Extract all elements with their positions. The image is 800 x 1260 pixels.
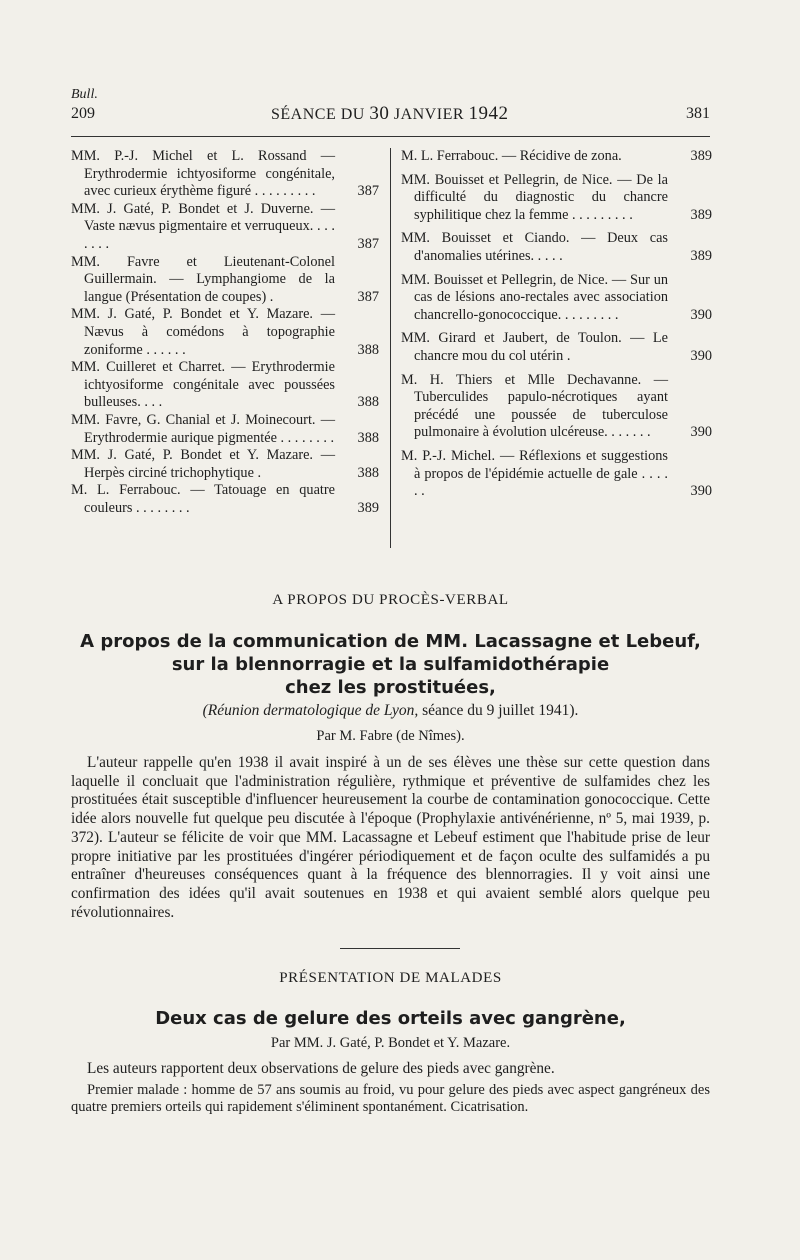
toc-entry-page: 390: [690, 306, 712, 323]
toc-entry: [71, 201, 379, 254]
article-title-line-3: chez les prostituées,: [285, 677, 496, 698]
section-heading-presentation: PRÉSENTATION DE MALADES: [279, 970, 502, 986]
toc-entry-text: MM. Bouisset et Pellegrin, de Nice. — De la difficulté du diagnostic du chancre syphilitique chez la femme . . . . . . . . .: [401, 171, 668, 223]
toc-entry-page: 389: [690, 247, 712, 264]
section-separator: [340, 948, 460, 949]
toc-entry-text: MM. J. Gaté, P. Bondet et Y. Mazare. — Herpès circiné trichophytique .: [71, 447, 335, 481]
toc-entry-page: 390: [690, 424, 712, 441]
article-paragraph: L'auteur rappelle qu'en 1938 il avait inspiré à un de ses élèves une thèse sur cette question dans laquelle il concluait que l'administration régulière, rythmique et préventive de sulfamides chez les prostituées était susceptible d'influencer heureusement la courbe de contamination gonococcique. Cette idée alors nouvelle fut quelque peu discutée à l'époque (Prophylaxie antivénérienne, nº 5, mai 1939, p. 372). L'auteur se félicite de voir que MM. Lacassagne et Lebeuf estiment que l'habitude prise de leur propre initiative par les prostituées d'ingérer périodiquement et de façon oculte des sulfamidés a pu entraîner d'heureuses conséquences quant à la fréquence des blennorragies. Il y voit ainsi une confirmation des idées qu'il avait soutenues en 1938 et qui avaient semblé alors quelque peu révolutionnaires.: [71, 754, 710, 921]
toc-entry: [401, 148, 712, 166]
toc-entry: [401, 230, 712, 265]
meeting-reference: [71, 702, 710, 720]
toc-entry-page: 388: [357, 394, 379, 411]
meeting-name: (Réunion dermatologique de Lyon,: [202, 702, 419, 719]
toc-entry: [401, 372, 712, 442]
page-header: [71, 103, 710, 127]
article-title-line-1: A propos de la communication de MM. Lacassagne et Lebeuf,: [80, 631, 701, 652]
toc-entry-page: 389: [690, 206, 712, 223]
toc-entry: [71, 306, 379, 359]
running-title-day: 30: [369, 103, 390, 124]
running-title-prefix: SÉANCE DU: [271, 106, 365, 123]
toc-entry-page: 390: [690, 483, 712, 500]
toc-entry: [71, 254, 379, 307]
toc-entry-page: 388: [357, 464, 379, 481]
toc-entry-page: 389: [357, 499, 379, 516]
case-byline: Par MM. J. Gaté, P. Bondet et Y. Mazare.: [270, 1035, 511, 1051]
toc-entry-page: 387: [357, 183, 379, 200]
toc-entry-text: M. L. Ferrabouc. — Tatouage en quatre couleurs . . . . . . . .: [71, 482, 335, 516]
toc-entry-text: MM. P.-J. Michel et L. Rossand — Erythrodermie ichtyosiforme congénitale, avec curieux érythème figuré . . . . . . . . .: [71, 148, 335, 200]
toc-entry: [71, 148, 379, 201]
toc-entry-page: 387: [357, 235, 379, 252]
toc-entry-text: MM. J. Gaté, P. Bondet et Y. Mazare. — Nævus à comédons à topographie zoniforme . . . . . .: [71, 306, 335, 358]
case-intro: Les auteurs rapportent deux observations de gelure des pieds avec gangrène.: [87, 1060, 555, 1077]
running-title-month: JANVIER: [393, 106, 465, 123]
toc-entry-page: 389: [690, 148, 712, 164]
column-divider: [390, 148, 391, 548]
article-title: [71, 630, 710, 699]
toc-entry: [401, 272, 712, 325]
toc-left-column: [71, 148, 379, 517]
toc-entry: [71, 359, 379, 412]
journal-abbrev: Bull.: [71, 87, 98, 102]
toc-entry: [401, 448, 712, 501]
page-number-left: 209: [71, 105, 95, 122]
toc-entry-page: 387: [357, 288, 379, 305]
toc-entry: [401, 172, 712, 225]
meeting-date: séance du 9 juillet 1941).: [422, 702, 579, 719]
toc-entry-text: MM. Bouisset et Pellegrin, de Nice. — Sur un cas de lésions ano-rectales avec association chancrello-gonococcique. . . . . . . . .: [401, 271, 668, 323]
toc-entry: [71, 447, 379, 482]
toc-entry-page: 388: [357, 429, 379, 446]
article-title-line-2: sur la blennorragie et la sulfamidothérapie: [171, 654, 610, 675]
toc-entry-text: MM. J. Gaté, P. Bondet et J. Duverne. — Vaste nævus pigmentaire et verruqueux. . . . . . . .: [71, 200, 335, 252]
toc-entry-text: MM. Favre, G. Chanial et J. Moinecourt. — Erythrodermie aurique pigmentée . . . . . . . .: [71, 411, 335, 446]
toc-entry-text: M. H. Thiers et Mlle Dechavanne. — Tuberculides papulo-nécrotiques ayant précédé une poussée de tuberculose pulmonaire à évolution ulcéreuse. . . . . . .: [401, 371, 668, 441]
toc-entry: [71, 482, 379, 517]
toc-entry-text: MM. Cuilleret et Charret. — Erythrodermie ichtyosiforme congénitale avec poussées bulleuses. . . .: [71, 359, 335, 411]
toc-entry-page: 390: [690, 347, 712, 364]
article-byline: Par M. Fabre (de Nîmes).: [316, 728, 465, 744]
case-one-description: Premier malade : homme de 57 ans soumis au froid, vu pour gelure des pieds avec aspect gangréneux des quatre premiers orteils qui rapidement s'éliminent spontanément. Cicatrisation.: [71, 1082, 710, 1115]
case-title: Deux cas de gelure des orteils avec gangrène,: [155, 1008, 626, 1029]
toc-entry-page: 388: [357, 341, 379, 358]
page-number-right: 381: [686, 105, 710, 122]
toc-entry: [401, 330, 712, 365]
toc-entry-text: MM. Girard et Jaubert, de Toulon. — Le chancre mou du col utérin .: [401, 330, 668, 364]
toc-right-column: [401, 148, 712, 507]
toc-entry: [71, 412, 379, 447]
toc-entry-text: MM. Bouisset et Ciando. — Deux cas d'anomalies utérines. . . . .: [401, 230, 668, 264]
running-title: [271, 103, 509, 125]
section-heading-proces-verbal: A PROPOS DU PROCÈS-VERBAL: [272, 592, 509, 608]
toc-entry-text: MM. Favre et Lieutenant-Colonel Guillermain. — Lymphangiome de la langue (Présentation de coupes) .: [71, 253, 335, 305]
toc-entry-text: M. P.-J. Michel. — Réflexions et suggestions à propos de l'épidémie actuelle de gale . . . . . .: [401, 447, 668, 500]
running-title-year: 1942: [468, 103, 509, 124]
toc-entry-text: M. L. Ferrabouc. — Récidive de zona.: [401, 148, 622, 164]
header-rule: [71, 136, 710, 137]
